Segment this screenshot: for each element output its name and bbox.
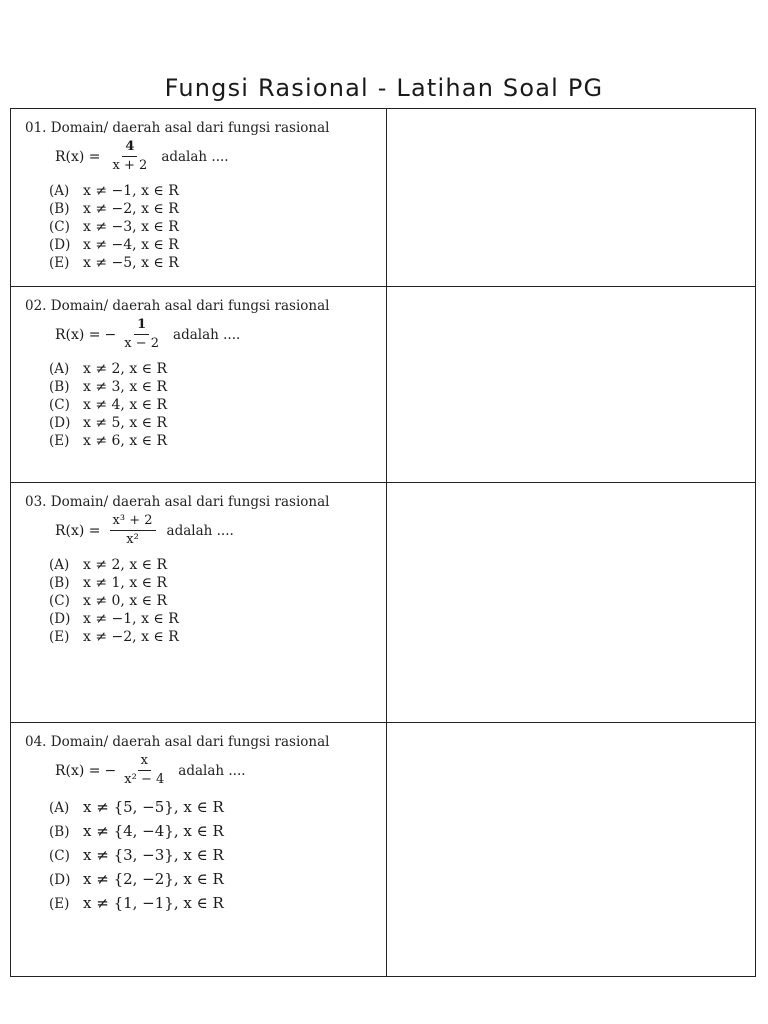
formula-numerator: x — [138, 753, 151, 771]
option-expression: x ≠ {2, −2}, x ∈ R — [83, 870, 224, 888]
answer-options — [49, 360, 381, 450]
function-formula — [55, 513, 381, 548]
formula-lhs: R(x) = — [55, 326, 101, 343]
option-letter: (C) — [49, 219, 70, 235]
option-d[interactable] — [49, 868, 381, 892]
option-expression: x ≠ 6, x ∈ R — [83, 433, 168, 449]
option-d[interactable] — [49, 610, 381, 628]
option-expression: x ≠ −4, x ∈ R — [83, 237, 179, 253]
answer-work-area-02[interactable] — [387, 287, 755, 482]
option-expression: x ≠ 2, x ∈ R — [83, 361, 168, 377]
option-letter: (C) — [49, 397, 70, 413]
option-expression: x ≠ −2, x ∈ R — [83, 629, 179, 645]
option-letter: (D) — [49, 237, 71, 253]
option-expression: x ≠ 5, x ∈ R — [83, 415, 168, 431]
option-e[interactable] — [49, 628, 381, 646]
option-letter: (B) — [49, 379, 70, 395]
option-expression: x ≠ 2, x ∈ R — [83, 557, 168, 573]
option-c[interactable] — [49, 218, 381, 236]
option-b[interactable] — [49, 378, 381, 396]
answer-options — [49, 556, 381, 646]
question-table — [10, 108, 756, 977]
function-formula — [55, 317, 381, 352]
formula-sign: − — [104, 762, 117, 779]
option-expression: x ≠ 3, x ∈ R — [83, 379, 168, 395]
question-cell-03 — [25, 493, 381, 646]
question-prompt: 01. Domain/ daerah asal dari fungsi rasional — [25, 120, 330, 136]
option-a[interactable] — [49, 556, 381, 574]
option-expression: x ≠ −1, x ∈ R — [83, 611, 179, 627]
page-title: Fungsi Rasional - Latihan Soal PG — [164, 74, 604, 102]
answer-work-area-03[interactable] — [387, 483, 755, 722]
formula-tail: adalah .... — [166, 522, 234, 539]
option-letter: (B) — [49, 824, 70, 840]
option-letter: (D) — [49, 415, 71, 431]
formula-fraction — [121, 753, 167, 788]
option-expression: x ≠ {4, −4}, x ∈ R — [83, 822, 224, 840]
option-b[interactable] — [49, 200, 381, 218]
function-formula — [55, 139, 381, 174]
formula-fraction — [110, 139, 151, 174]
option-b[interactable] — [49, 820, 381, 844]
answer-options — [49, 796, 381, 916]
formula-lhs: R(x) = — [55, 522, 101, 539]
formula-denominator: x² − 4 — [124, 772, 165, 787]
option-letter: (A) — [49, 557, 70, 573]
option-letter: (A) — [49, 183, 70, 199]
question-prompt: 03. Domain/ daerah asal dari fungsi rasional — [25, 494, 330, 510]
option-letter: (E) — [49, 629, 70, 645]
formula-tail: adalah .... — [173, 326, 241, 343]
option-letter: (B) — [49, 575, 70, 591]
formula-tail: adalah .... — [178, 762, 246, 779]
option-expression: x ≠ −3, x ∈ R — [83, 219, 179, 235]
formula-numerator: 4 — [122, 139, 137, 157]
option-a[interactable] — [49, 796, 381, 820]
option-expression: x ≠ −2, x ∈ R — [83, 201, 179, 217]
question-row-02 — [11, 287, 755, 483]
question-cell-04 — [25, 733, 381, 916]
formula-numerator: 1 — [134, 317, 149, 335]
option-letter: (E) — [49, 896, 70, 912]
question-row-04 — [11, 723, 755, 977]
option-c[interactable] — [49, 844, 381, 868]
option-letter: (B) — [49, 201, 70, 217]
option-letter: (C) — [49, 848, 70, 864]
formula-lhs: R(x) = — [55, 148, 101, 165]
question-row-03 — [11, 483, 755, 723]
option-e[interactable] — [49, 892, 381, 916]
option-expression: x ≠ {1, −1}, x ∈ R — [83, 894, 224, 912]
option-expression: x ≠ −1, x ∈ R — [83, 183, 179, 199]
option-letter: (D) — [49, 611, 71, 627]
answer-work-area-04[interactable] — [387, 723, 755, 977]
option-expression: x ≠ 1, x ∈ R — [83, 575, 168, 591]
option-a[interactable] — [49, 360, 381, 378]
option-expression: x ≠ −5, x ∈ R — [83, 255, 179, 271]
option-letter: (E) — [49, 433, 70, 449]
function-formula — [55, 753, 381, 788]
question-cell-02 — [25, 297, 381, 450]
option-expression: x ≠ {5, −5}, x ∈ R — [83, 798, 224, 816]
option-d[interactable] — [49, 236, 381, 254]
formula-fraction — [121, 317, 162, 352]
option-c[interactable] — [49, 396, 381, 414]
formula-tail: adalah .... — [161, 148, 229, 165]
question-prompt: 04. Domain/ daerah asal dari fungsi rasional — [25, 734, 330, 750]
option-letter: (A) — [49, 361, 70, 377]
option-e[interactable] — [49, 432, 381, 450]
option-letter: (D) — [49, 872, 71, 888]
formula-fraction — [110, 513, 156, 548]
option-expression: x ≠ 0, x ∈ R — [83, 593, 168, 609]
answer-work-area-01[interactable] — [387, 109, 755, 286]
formula-numerator: x³ + 2 — [110, 513, 156, 531]
option-e[interactable] — [49, 254, 381, 272]
question-row-01 — [11, 109, 755, 287]
option-letter: (A) — [49, 800, 70, 816]
option-expression: x ≠ {3, −3}, x ∈ R — [83, 846, 224, 864]
option-letter: (E) — [49, 255, 70, 271]
question-cell-01 — [25, 119, 381, 272]
option-letter: (C) — [49, 593, 70, 609]
formula-sign: − — [104, 326, 117, 343]
formula-denominator: x + 2 — [112, 158, 148, 173]
option-a[interactable] — [49, 182, 381, 200]
option-d[interactable] — [49, 414, 381, 432]
formula-denominator: x² — [126, 532, 139, 547]
formula-lhs: R(x) = — [55, 762, 101, 779]
option-c[interactable] — [49, 592, 381, 610]
formula-denominator: x − 2 — [124, 336, 160, 351]
question-prompt: 02. Domain/ daerah asal dari fungsi rasional — [25, 298, 330, 314]
answer-options — [49, 182, 381, 272]
option-expression: x ≠ 4, x ∈ R — [83, 397, 168, 413]
option-b[interactable] — [49, 574, 381, 592]
